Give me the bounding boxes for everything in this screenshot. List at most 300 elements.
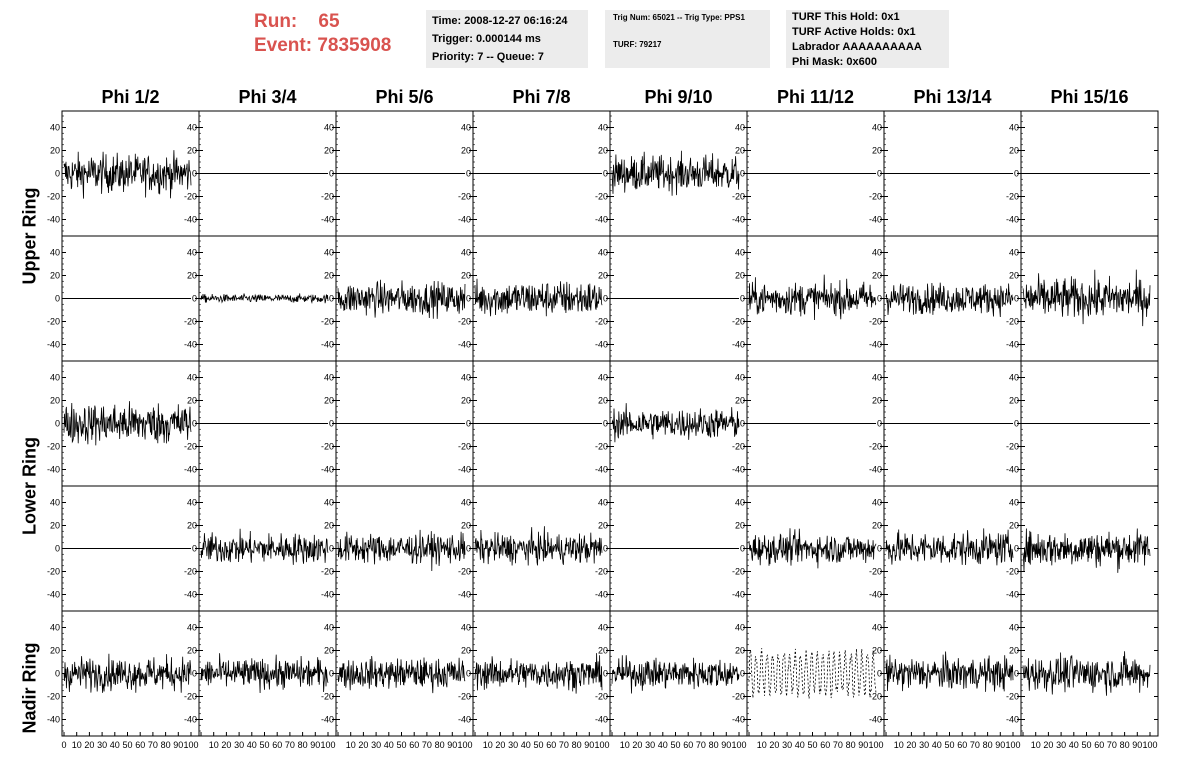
x-tick-label: 10 xyxy=(893,740,904,750)
y-tick-label: 0 xyxy=(876,293,882,304)
y-tick-label: 40 xyxy=(734,247,745,258)
y-tick-label: 0 xyxy=(739,543,745,554)
y-tick-label: 20 xyxy=(186,520,197,531)
y-tick-label: -20 xyxy=(320,191,334,202)
y-tick-label: 0 xyxy=(191,293,197,304)
labrador-text: Labrador AAAAAAAAAA xyxy=(792,41,922,53)
y-tick-label: 20 xyxy=(734,270,745,281)
x-tick-label: 40 xyxy=(246,740,257,750)
y-tick-label: 0 xyxy=(602,543,608,554)
y-tick-label: -20 xyxy=(320,441,334,452)
y-tick-label: -40 xyxy=(594,589,608,600)
y-tick-label: -40 xyxy=(183,464,197,475)
y-tick-label: 20 xyxy=(1008,645,1019,656)
y-tick-label: -40 xyxy=(731,714,745,725)
x-tick-label: 60 xyxy=(409,740,420,750)
y-tick-label: -20 xyxy=(1005,441,1019,452)
y-tick-label: 40 xyxy=(49,497,60,508)
y-tick-label: 40 xyxy=(323,622,334,633)
x-tick-label: 40 xyxy=(931,740,942,750)
x-tick-label: 90 xyxy=(447,740,458,750)
y-tick-label: 20 xyxy=(1008,395,1019,406)
x-tick-label: 70 xyxy=(284,740,295,750)
y-tick-label: -40 xyxy=(457,214,471,225)
y-tick-label: 20 xyxy=(49,520,60,531)
column-header-phi-3-4: Phi 3/4 xyxy=(238,87,297,107)
y-tick-label: -20 xyxy=(731,191,745,202)
y-tick-label: 40 xyxy=(49,622,60,633)
y-tick-label: 20 xyxy=(460,645,471,656)
y-tick-label: 40 xyxy=(597,372,608,383)
y-tick-label: -20 xyxy=(183,691,197,702)
y-tick-label: -40 xyxy=(731,214,745,225)
y-tick-label: 0 xyxy=(739,168,745,179)
y-tick-label: -20 xyxy=(457,441,471,452)
y-tick-label: 20 xyxy=(460,270,471,281)
y-tick-label: -20 xyxy=(1005,691,1019,702)
turf-this-hold-text: TURF This Hold: 0x1 xyxy=(792,11,900,23)
y-tick-label: -20 xyxy=(320,566,334,577)
y-tick-label: -40 xyxy=(457,339,471,350)
waveform-trace xyxy=(201,529,328,565)
waveform-trace xyxy=(749,528,876,568)
x-tick-label: 40 xyxy=(657,740,668,750)
y-tick-label: 20 xyxy=(49,645,60,656)
y-tick-label: 0 xyxy=(191,668,197,679)
y-tick-label: 20 xyxy=(1008,520,1019,531)
y-tick-label: 0 xyxy=(1013,293,1019,304)
x-tick-label: 50 xyxy=(259,740,270,750)
y-tick-label: 40 xyxy=(597,122,608,133)
trigger-text: Trigger: 0.000144 ms xyxy=(432,33,541,45)
x-tick-label: 10 xyxy=(345,740,356,750)
y-tick-label: 40 xyxy=(460,497,471,508)
event-value: 7835908 xyxy=(317,35,392,56)
x-tick-label: 30 xyxy=(371,740,382,750)
y-tick-label: 0 xyxy=(328,168,334,179)
x-tick-label: 30 xyxy=(919,740,930,750)
y-tick-label: 0 xyxy=(1013,418,1019,429)
y-tick-label: 40 xyxy=(734,372,745,383)
y-tick-label: -40 xyxy=(183,339,197,350)
y-tick-label: 0 xyxy=(328,543,334,554)
column-header-phi-11-12: Phi 11/12 xyxy=(776,87,855,107)
waveform-trace xyxy=(886,528,1013,565)
y-tick-label: -40 xyxy=(1005,339,1019,350)
y-tick-label: -20 xyxy=(594,441,608,452)
y-tick-label: 40 xyxy=(186,622,197,633)
waveform-trace xyxy=(201,653,328,693)
row-label-lower-ring: Lower Ring xyxy=(19,437,40,535)
y-tick-label: 20 xyxy=(871,270,882,281)
x-tick-label: 70 xyxy=(695,740,706,750)
x-tick-label: 60 xyxy=(546,740,557,750)
y-tick-label: 20 xyxy=(597,395,608,406)
y-tick-label: 40 xyxy=(49,247,60,258)
y-tick-label: -20 xyxy=(183,191,197,202)
y-tick-label: -20 xyxy=(457,691,471,702)
y-tick-label: -40 xyxy=(731,339,745,350)
y-tick-label: 0 xyxy=(465,293,471,304)
y-tick-label: 0 xyxy=(54,293,60,304)
waveform-trace xyxy=(886,283,1013,317)
y-tick-label: 0 xyxy=(465,668,471,679)
y-tick-label: -20 xyxy=(868,191,882,202)
column-header-phi-13-14: Phi 13/14 xyxy=(913,87,992,107)
x-tick-label: 90 xyxy=(721,740,732,750)
y-tick-label: -40 xyxy=(183,214,197,225)
y-tick-label: 0 xyxy=(54,168,60,179)
y-tick-label: 40 xyxy=(597,622,608,633)
y-tick-label: -40 xyxy=(46,214,60,225)
y-tick-label: 40 xyxy=(460,372,471,383)
x-tick-label: 20 xyxy=(221,740,232,750)
x-tick-label: 10 xyxy=(756,740,767,750)
y-tick-label: 20 xyxy=(597,145,608,156)
y-tick-label: 20 xyxy=(49,145,60,156)
x-tick-label: 60 xyxy=(683,740,694,750)
y-tick-label: -20 xyxy=(868,316,882,327)
waveform-trace xyxy=(886,652,1013,692)
x-tick-label: 100 xyxy=(868,740,884,750)
y-tick-label: 0 xyxy=(191,543,197,554)
x-tick-label: 40 xyxy=(1068,740,1079,750)
y-tick-label: -40 xyxy=(594,214,608,225)
y-tick-label: 40 xyxy=(460,247,471,258)
waveform-trace xyxy=(64,150,191,199)
column-header-phi-5-6: Phi 5/6 xyxy=(375,87,434,107)
y-tick-label: 40 xyxy=(323,372,334,383)
x-tick-label: 80 xyxy=(708,740,719,750)
y-tick-label: 20 xyxy=(734,395,745,406)
x-tick-label: 20 xyxy=(769,740,780,750)
y-tick-label: -40 xyxy=(1005,714,1019,725)
y-tick-label: 20 xyxy=(597,645,608,656)
y-tick-label: -20 xyxy=(183,316,197,327)
y-tick-label: 20 xyxy=(323,395,334,406)
y-tick-label: -40 xyxy=(320,214,334,225)
y-tick-label: -20 xyxy=(594,566,608,577)
y-tick-label: 20 xyxy=(49,270,60,281)
y-tick-label: 0 xyxy=(876,168,882,179)
y-tick-label: 40 xyxy=(871,372,882,383)
x-tick-label: 90 xyxy=(310,740,321,750)
y-tick-label: 20 xyxy=(1008,145,1019,156)
y-tick-label: 0 xyxy=(602,293,608,304)
x-tick-label: 80 xyxy=(160,740,171,750)
x-tick-label: 100 xyxy=(320,740,336,750)
y-tick-label: -40 xyxy=(320,589,334,600)
y-tick-label: -20 xyxy=(183,441,197,452)
y-tick-label: 40 xyxy=(460,622,471,633)
x-tick-label: 70 xyxy=(1106,740,1117,750)
y-tick-label: 0 xyxy=(328,293,334,304)
x-tick-label: 10 xyxy=(71,740,82,750)
y-tick-label: -20 xyxy=(183,566,197,577)
y-tick-label: 20 xyxy=(186,645,197,656)
y-tick-label: 40 xyxy=(871,247,882,258)
y-tick-label: -40 xyxy=(731,464,745,475)
x-tick-label: 0 xyxy=(61,740,67,750)
y-tick-label: -20 xyxy=(46,566,60,577)
y-tick-label: 40 xyxy=(871,122,882,133)
x-tick-label: 30 xyxy=(97,740,108,750)
y-tick-label: 0 xyxy=(1013,543,1019,554)
x-tick-label: 80 xyxy=(1119,740,1130,750)
priority-text: Priority: 7 -- Queue: 7 xyxy=(432,51,544,63)
y-tick-label: -20 xyxy=(868,566,882,577)
y-tick-label: 40 xyxy=(49,372,60,383)
y-tick-label: 40 xyxy=(186,372,197,383)
waveform-trace xyxy=(64,654,191,693)
x-tick-label: 40 xyxy=(520,740,531,750)
x-tick-label: 50 xyxy=(807,740,818,750)
waveform-trace xyxy=(612,403,739,442)
x-tick-label: 10 xyxy=(208,740,219,750)
y-tick-label: 20 xyxy=(597,520,608,531)
y-tick-label: -40 xyxy=(1005,589,1019,600)
y-tick-label: 20 xyxy=(871,645,882,656)
y-tick-label: -20 xyxy=(731,441,745,452)
y-tick-label: 20 xyxy=(186,395,197,406)
y-tick-label: 20 xyxy=(186,145,197,156)
waveform-trace xyxy=(338,530,465,571)
x-tick-label: 30 xyxy=(1056,740,1067,750)
y-tick-label: 20 xyxy=(460,145,471,156)
y-tick-label: 40 xyxy=(49,122,60,133)
y-tick-label: 0 xyxy=(328,668,334,679)
y-tick-label: -40 xyxy=(868,589,882,600)
y-tick-label: -20 xyxy=(594,191,608,202)
y-tick-label: 0 xyxy=(1013,168,1019,179)
waveform-trace xyxy=(1023,651,1150,695)
y-tick-label: 40 xyxy=(1008,122,1019,133)
y-tick-label: -40 xyxy=(868,214,882,225)
x-tick-label: 40 xyxy=(109,740,120,750)
y-tick-label: -40 xyxy=(320,714,334,725)
x-tick-label: 20 xyxy=(358,740,369,750)
y-tick-label: -40 xyxy=(320,339,334,350)
row-label-upper-ring: Upper Ring xyxy=(19,187,40,285)
column-header-phi-15-16: Phi 15/16 xyxy=(1050,87,1129,107)
y-tick-label: -20 xyxy=(46,316,60,327)
x-tick-label: 60 xyxy=(135,740,146,750)
y-tick-label: 20 xyxy=(460,520,471,531)
y-tick-label: 40 xyxy=(871,622,882,633)
x-tick-label: 70 xyxy=(832,740,843,750)
y-tick-label: -40 xyxy=(594,464,608,475)
y-tick-label: -20 xyxy=(731,691,745,702)
y-tick-label: -20 xyxy=(594,316,608,327)
y-tick-label: -40 xyxy=(457,589,471,600)
y-tick-label: -40 xyxy=(868,714,882,725)
phi-mask-text: Phi Mask: 0x600 xyxy=(792,56,877,68)
waveform-trace xyxy=(612,151,739,196)
y-tick-label: 20 xyxy=(734,145,745,156)
x-tick-label: 60 xyxy=(820,740,831,750)
y-tick-label: 40 xyxy=(323,497,334,508)
trig-num-text: Trig Num: 65021 -- Trig Type: PPS1 xyxy=(613,13,745,22)
x-tick-label: 60 xyxy=(272,740,283,750)
y-tick-label: 20 xyxy=(1008,270,1019,281)
x-tick-label: 70 xyxy=(558,740,569,750)
y-tick-label: 20 xyxy=(323,520,334,531)
y-tick-label: -20 xyxy=(731,316,745,327)
y-tick-label: 40 xyxy=(734,622,745,633)
x-tick-label: 60 xyxy=(1094,740,1105,750)
y-tick-label: -40 xyxy=(594,339,608,350)
y-tick-label: 40 xyxy=(734,122,745,133)
waveform-trace xyxy=(475,279,602,316)
y-tick-label: 40 xyxy=(186,247,197,258)
y-tick-label: -20 xyxy=(457,191,471,202)
waveform-trace xyxy=(749,275,876,320)
y-tick-label: 40 xyxy=(323,122,334,133)
y-tick-label: 0 xyxy=(191,418,197,429)
x-tick-label: 30 xyxy=(782,740,793,750)
column-header-phi-9-10: Phi 9/10 xyxy=(644,87,713,107)
y-tick-label: 40 xyxy=(597,247,608,258)
y-tick-label: 0 xyxy=(602,168,608,179)
y-tick-label: -40 xyxy=(320,464,334,475)
y-tick-label: 20 xyxy=(871,145,882,156)
x-tick-label: 70 xyxy=(421,740,432,750)
y-tick-label: -40 xyxy=(868,464,882,475)
y-tick-label: -20 xyxy=(868,691,882,702)
column-header-phi-1-2: Phi 1/2 xyxy=(101,87,160,107)
y-tick-label: -20 xyxy=(1005,316,1019,327)
y-tick-label: 40 xyxy=(597,497,608,508)
x-tick-label: 80 xyxy=(297,740,308,750)
x-tick-label: 40 xyxy=(383,740,394,750)
waveform-trace xyxy=(1023,270,1150,327)
x-tick-label: 20 xyxy=(906,740,917,750)
y-tick-label: 0 xyxy=(328,418,334,429)
x-tick-label: 30 xyxy=(508,740,519,750)
y-tick-label: -20 xyxy=(1005,191,1019,202)
x-tick-label: 40 xyxy=(794,740,805,750)
y-tick-label: -20 xyxy=(731,566,745,577)
waveform-trace xyxy=(612,655,739,693)
x-tick-label: 100 xyxy=(731,740,747,750)
y-tick-label: -40 xyxy=(46,339,60,350)
x-tick-label: 90 xyxy=(584,740,595,750)
y-tick-label: 40 xyxy=(186,122,197,133)
y-tick-label: -20 xyxy=(594,691,608,702)
y-tick-label: 0 xyxy=(1013,668,1019,679)
y-tick-label: 40 xyxy=(734,497,745,508)
x-tick-label: 90 xyxy=(173,740,184,750)
y-tick-label: 40 xyxy=(1008,497,1019,508)
y-tick-label: 40 xyxy=(871,497,882,508)
y-tick-label: 20 xyxy=(597,270,608,281)
y-tick-label: 40 xyxy=(1008,622,1019,633)
turf-text: TURF: 79217 xyxy=(613,40,662,49)
x-tick-label: 80 xyxy=(982,740,993,750)
y-tick-label: 0 xyxy=(191,168,197,179)
x-tick-label: 100 xyxy=(1142,740,1158,750)
column-header-phi-7-8: Phi 7/8 xyxy=(512,87,571,107)
row-label-nadir-ring: Nadir Ring xyxy=(19,642,40,734)
y-tick-label: -40 xyxy=(46,464,60,475)
y-tick-label: -20 xyxy=(457,316,471,327)
y-tick-label: 0 xyxy=(54,668,60,679)
y-tick-label: -40 xyxy=(1005,214,1019,225)
waveform-trace xyxy=(338,280,465,319)
y-tick-label: 20 xyxy=(871,395,882,406)
y-tick-label: -40 xyxy=(183,714,197,725)
y-tick-label: -40 xyxy=(731,589,745,600)
y-tick-label: 20 xyxy=(871,520,882,531)
y-tick-label: -40 xyxy=(46,714,60,725)
y-tick-label: -20 xyxy=(320,691,334,702)
y-tick-label: -40 xyxy=(1005,464,1019,475)
y-tick-label: -20 xyxy=(457,566,471,577)
y-tick-label: 40 xyxy=(1008,372,1019,383)
waveform-trace xyxy=(1023,529,1150,573)
x-tick-label: 20 xyxy=(632,740,643,750)
x-tick-label: 100 xyxy=(1005,740,1021,750)
waveform-trace xyxy=(201,293,328,303)
y-tick-label: -20 xyxy=(868,441,882,452)
x-tick-label: 30 xyxy=(234,740,245,750)
y-tick-label: 0 xyxy=(739,668,745,679)
waveform-trace xyxy=(475,653,602,694)
x-tick-label: 60 xyxy=(957,740,968,750)
y-tick-label: 40 xyxy=(186,497,197,508)
x-tick-label: 100 xyxy=(457,740,473,750)
y-tick-label: 0 xyxy=(602,668,608,679)
x-tick-label: 50 xyxy=(944,740,955,750)
run-label: Run: xyxy=(254,11,298,32)
x-tick-label: 80 xyxy=(571,740,582,750)
y-tick-label: -20 xyxy=(320,316,334,327)
x-tick-label: 10 xyxy=(1030,740,1041,750)
y-tick-label: -20 xyxy=(46,191,60,202)
x-tick-label: 50 xyxy=(1081,740,1092,750)
y-tick-label: 20 xyxy=(49,395,60,406)
x-tick-label: 30 xyxy=(645,740,656,750)
y-tick-label: 40 xyxy=(323,247,334,258)
x-tick-label: 90 xyxy=(858,740,869,750)
turf-active-holds-text: TURF Active Holds: 0x1 xyxy=(792,26,916,38)
y-tick-label: -20 xyxy=(46,441,60,452)
x-tick-label: 80 xyxy=(434,740,445,750)
y-tick-label: -20 xyxy=(1005,566,1019,577)
y-tick-label: 20 xyxy=(734,645,745,656)
x-tick-label: 20 xyxy=(84,740,95,750)
y-tick-label: 0 xyxy=(739,293,745,304)
y-tick-label: 20 xyxy=(460,395,471,406)
x-tick-label: 10 xyxy=(482,740,493,750)
y-tick-label: -40 xyxy=(46,589,60,600)
y-tick-label: 0 xyxy=(465,543,471,554)
y-tick-label: 0 xyxy=(876,543,882,554)
x-tick-label: 50 xyxy=(396,740,407,750)
y-tick-label: 20 xyxy=(323,270,334,281)
y-tick-label: 20 xyxy=(323,645,334,656)
y-tick-label: -20 xyxy=(46,691,60,702)
y-tick-label: -40 xyxy=(868,339,882,350)
y-tick-label: 0 xyxy=(602,418,608,429)
y-tick-label: -40 xyxy=(594,714,608,725)
x-tick-label: 70 xyxy=(147,740,158,750)
y-tick-label: 0 xyxy=(465,418,471,429)
run-value: 65 xyxy=(318,11,340,32)
waveform-trace xyxy=(475,526,602,565)
y-tick-label: 0 xyxy=(876,668,882,679)
y-tick-label: 0 xyxy=(54,418,60,429)
